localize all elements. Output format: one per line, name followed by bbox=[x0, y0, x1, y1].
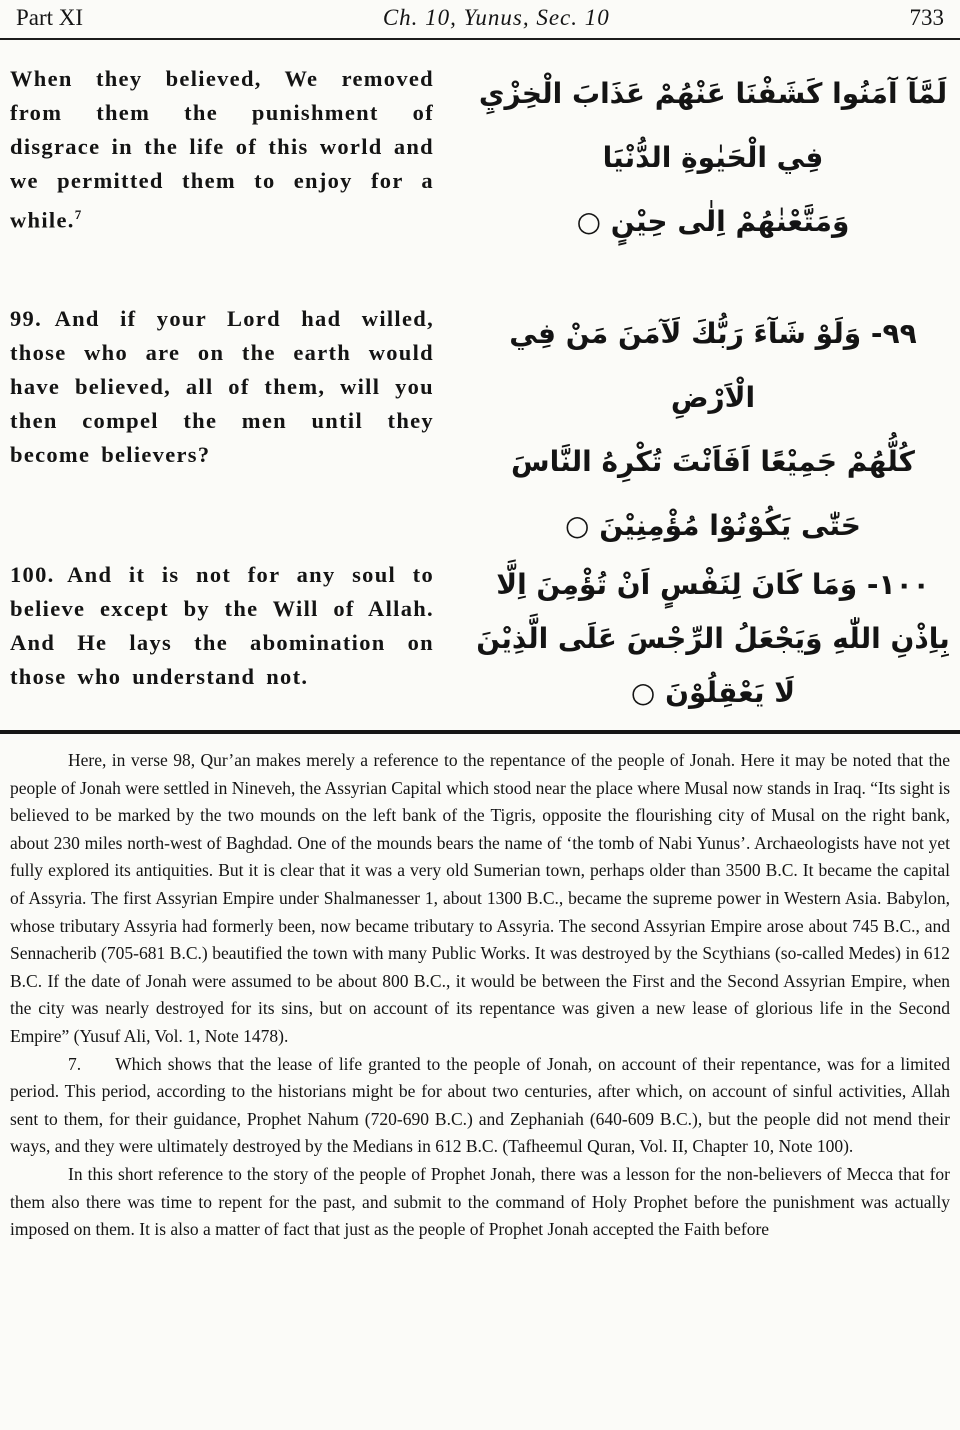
footnote-number: 7. bbox=[68, 1053, 82, 1074]
verse-99-arabic bbox=[476, 302, 950, 558]
arabic-line: لَا يَعْقِلُوْنَ ○ bbox=[630, 676, 796, 709]
header-page-number: 733 bbox=[909, 5, 944, 30]
verses-section bbox=[10, 40, 950, 720]
commentary-paragraph-footnote-7 bbox=[10, 1051, 950, 1161]
arabic-line: وَمَتَّعْنٰهُمْ اِلٰى حِيْنٍ ○ bbox=[576, 205, 850, 238]
commentary-paragraph-jonah-lesson: In this short reference to the story of the people of Prophet Jonah, there was a lesson for the non-believers of Mecca that for them also there was time to repent for the past, and submit to the command of Holy Prophet before the punishment was actually imposed on them. It is also a matter of fact that just as the people of Prophet Jonah accepted the Faith before bbox=[10, 1163, 950, 1240]
header-part-label: Part XI bbox=[16, 5, 84, 30]
arabic-line: حَتّٰى يَكُوْنُوْا مُؤْمِنِيْنَ ○ bbox=[565, 509, 861, 542]
commentary-section bbox=[10, 734, 950, 1244]
footnote-7-text: Which shows that the lease of life granted to the people of Jonah, on account of their repentance, was for a limited period. This period, according to the historians might be for about two centuries, after which, on account of sinful activities, Allah sent to them, for their guidance, Prophet Nahum (720-690 B.C.) and Zephaniah (640-609 B.C.), but the people did not mend their ways, and they were ultimately destroyed by the Medians in 612 B.C. (Tafheemul Quran, Vol. II, Chapter 10, Note 100). bbox=[10, 1053, 950, 1157]
verse-98-english-text: When they believed, We removed from them the punishment of disgrace in the life of this world and we permitted them to enjoy for a while. bbox=[10, 66, 434, 233]
verse-row-99 bbox=[10, 302, 950, 558]
verse-row-98 bbox=[10, 62, 950, 302]
arabic-line: لَمَّآ آمَنُوا كَشَفْنَا عَنْهُمْ عَذَابَ الْخِزْيِ bbox=[478, 77, 948, 110]
arabic-line: كُلُّهُمْ جَمِيْعًا اَفَاَنْتَ تُكْرِهُ النَّاسَ bbox=[511, 445, 915, 478]
verse-row-100 bbox=[10, 558, 950, 720]
arabic-line: فِي الْحَيٰوةِ الدُّنْيَا bbox=[602, 141, 824, 174]
header-chapter-title: Ch. 10, Yunus, Sec. 10 bbox=[382, 5, 610, 30]
page-header bbox=[10, 0, 950, 31]
footnote-7-reference: 7 bbox=[74, 207, 82, 222]
arabic-line: ١٠٠- وَمَا كَانَ لِنَفْسٍ اَنْ تُؤْمِنَ اِلَّا bbox=[496, 568, 930, 601]
arabic-line: ٩٩- وَلَوْ شَآءَ رَبُّكَ لَآمَنَ مَنْ فِي الْاَرْضِ bbox=[509, 317, 917, 414]
verse-99-english: 99. And if your Lord had willed, those who are on the earth would have believed, all of them, will you then compel the men until they become believers? bbox=[10, 306, 434, 467]
verse-98-arabic bbox=[476, 62, 950, 254]
verse-100-english: 100. And it is not for any soul to believe except by the Will of Allah. And He lays the abomination on those who understand not. bbox=[10, 562, 434, 689]
verse-98-english bbox=[10, 62, 434, 238]
commentary-paragraph-verse-98: Here, in verse 98, Qur’an makes merely a reference to the repentance of the people of Jonah. Here it may be noted that the people of Jonah were settled in Nineveh, the Assyrian Capital which stood near the place where Musal now stands in Iraq. “Its sight is believed to be marked by the two mounds on the left bank of the Tigris, opposite the flourishing city of Musal on the right bank, about 230 miles north-west of Baghdad. One of the mounds bears the name of ‘the tomb of Nabi Yunus’. Archaeologists have not yet fully explored its antiquities. But it is clear that it was a very old Sumerian town, perhaps older than 3500 B.C. It became the capital of Assyria. The first Assyrian Empire under Shalmanesser 1, about 1300 B.C., became the supreme power in Western Asia. Babylon, whose tributary Assyria had formerly been, now became tributary to Assyria. The second Assyrian Empire arose about 745 B.C., and Sennacherib (705-681 B.C.) beautified the town with many Public Works. It was destroyed by the Scythians (so-called Medes) in 612 B.C. If the date of Jonah were assumed to be about 800 B.C., it would be between the First and the Second Assyrian Empire, when the city was nearly destroyed for its sins, but on account of its repentance was given a new lease of glorious life in the Second Empire” (Yusuf Ali, Vol. 1, Note 1478). bbox=[10, 750, 950, 1046]
arabic-line: بِاِذْنِ اللّٰهِ وَيَجْعَلُ الرِّجْسَ عَلَى الَّذِيْنَ bbox=[476, 622, 950, 655]
verse-100-arabic bbox=[476, 558, 950, 720]
